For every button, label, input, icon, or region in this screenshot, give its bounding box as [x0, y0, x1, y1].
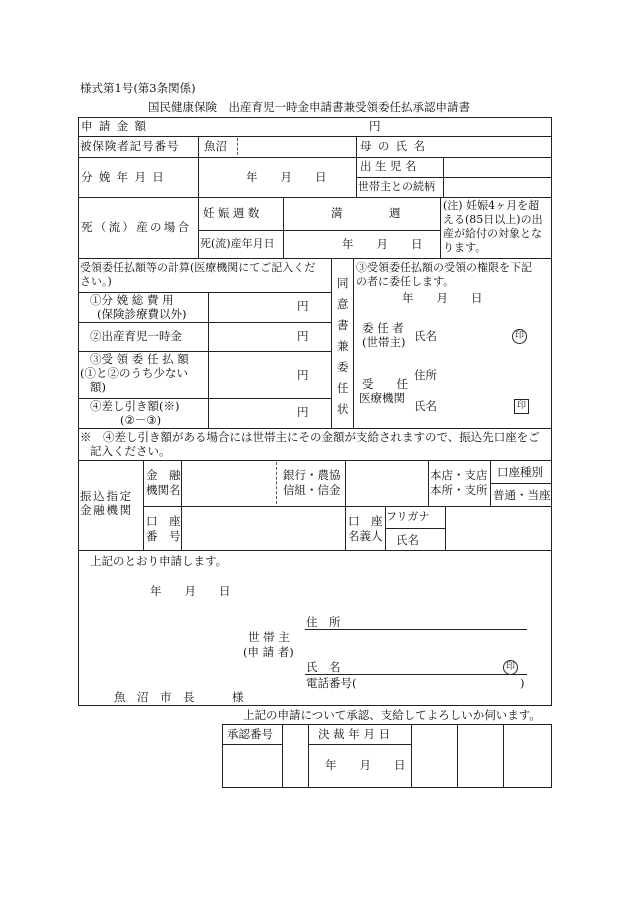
- relation-field[interactable]: [444, 178, 550, 196]
- decision-date-label: 決 裁 年 月 日: [318, 727, 391, 741]
- amount-label: 申請金額: [81, 119, 153, 133]
- application-date[interactable]: 年 月 日: [150, 584, 231, 598]
- application-statement: 上記のとおり申請します。: [90, 554, 228, 568]
- total-fee-unit: 円: [297, 299, 309, 313]
- delegator-seal-icon: 印: [512, 329, 527, 344]
- bank-type-1[interactable]: 銀行・農協: [283, 468, 341, 482]
- bank-label-1: 振込指定: [80, 489, 133, 503]
- applicant-name-label: 氏 名: [306, 660, 341, 674]
- note-line-2: える(85日以上)の出: [443, 213, 543, 226]
- honorific: 様: [232, 690, 244, 704]
- trustee-label: 受 任: [362, 377, 408, 391]
- form-number: 様式第1号(第3条関係): [80, 81, 196, 95]
- trustee-address-label: 住所: [414, 368, 437, 382]
- gestation-week: 週: [389, 206, 401, 220]
- consent-text-2: の者に委任します。: [356, 275, 455, 288]
- approval-statement: 上記の申請について承認、支給してよろしいか伺います。: [243, 708, 541, 722]
- stillbirth-date[interactable]: 年 月 日: [342, 237, 423, 251]
- furigana-label: フリガナ: [386, 510, 430, 523]
- account-number-label-2: 番 号: [146, 529, 181, 543]
- difference-formula: (②－③): [120, 413, 162, 427]
- child-name-field[interactable]: [444, 158, 550, 176]
- delegator-name-label: 氏名: [414, 329, 437, 343]
- insured-number-label: 被保険者記号番号: [80, 139, 180, 153]
- consent-text-1: ③受領委任払額の受領の権限を下記: [356, 261, 532, 274]
- institution-name-field[interactable]: [182, 462, 274, 504]
- difference-label: ④差し引き額(※): [90, 399, 180, 413]
- stillbirth-date-label: 死(流)産年月日: [200, 237, 275, 250]
- delegator-label: 委 任 者: [362, 321, 404, 335]
- applicant-address-field[interactable]: [345, 614, 525, 628]
- consent-date[interactable]: 年 月 日: [402, 291, 483, 305]
- approval-number-label: 承認番号: [227, 727, 273, 741]
- notice-line-2: 記入ください。: [90, 444, 171, 458]
- calc-heading-1: 受領委任払額等の計算(医療機関にてご記入くだ: [80, 261, 316, 274]
- entrusted-amount-sub: (①と②のうち少ない: [80, 366, 188, 380]
- approval-number-field[interactable]: [224, 746, 280, 785]
- delivery-date-label: 分娩年月日: [81, 170, 171, 184]
- trustee-sub: 医療機関: [359, 391, 405, 405]
- phone-close: ): [520, 676, 525, 690]
- note-line-4: ります。: [443, 241, 487, 254]
- institution-label-2: 機関名: [146, 483, 181, 497]
- applicant-sub-label: (申 請 者): [243, 645, 294, 659]
- entrusted-amount-unit: 円: [297, 368, 309, 382]
- decision-date[interactable]: 年 月 日: [325, 758, 406, 772]
- amount-field[interactable]: [199, 118, 369, 135]
- entrusted-amount-sub2: 額): [90, 380, 106, 394]
- form-title: 国民健康保険 出産育児一時金申請書兼受領委任払承認申請書: [148, 100, 470, 114]
- difference-unit: 円: [297, 405, 309, 419]
- calc-heading-2: さい。): [80, 275, 112, 288]
- account-type-label: 口座種別: [497, 465, 543, 479]
- mother-name-field[interactable]: [444, 138, 550, 155]
- delegator-sub: (世帯主): [362, 335, 406, 349]
- stillbirth-label: 死（流）産の場合: [81, 220, 192, 234]
- relation-label: 世帯主との続柄: [358, 180, 435, 193]
- lump-sum-unit: 円: [297, 329, 309, 343]
- holder-label-2: 名義人: [348, 529, 383, 543]
- account-number-field[interactable]: [182, 508, 343, 549]
- total-fee-label: ①分 娩 総 費 用: [90, 293, 174, 307]
- total-fee-sub: (保険診療費以外): [97, 307, 187, 321]
- branch-type-1[interactable]: 本店・支店: [430, 468, 488, 482]
- child-name-label: 出生児名: [360, 159, 420, 173]
- trustee-name-label: 氏名: [414, 399, 437, 413]
- account-number-label-1: 口 座: [146, 514, 181, 528]
- consent-vertical-label: 同 意 書 兼 委 任 状: [337, 276, 349, 416]
- insured-number-prefix: 魚沼: [204, 139, 227, 153]
- trustee-seal-icon: 印: [514, 399, 529, 414]
- delivery-date[interactable]: 年 月 日: [246, 170, 327, 184]
- phone-field[interactable]: [370, 676, 515, 690]
- yen-unit: 円: [369, 119, 381, 133]
- holder-name-label: 氏名: [396, 533, 419, 547]
- addressee: 魚 沼 市 長: [114, 690, 195, 704]
- bank-type-2[interactable]: 信組・信金: [283, 483, 341, 497]
- notice-line-1: ※ ④差し引き額がある場合には世帯主にその金額が支給されますので、振込先口座をご: [80, 430, 540, 444]
- holder-label-1: 口 座: [348, 514, 383, 528]
- applicant-seal-icon: 印: [503, 660, 518, 675]
- applicant-address-label: 住 所: [306, 615, 341, 629]
- mother-name-label: 母の氏名: [360, 139, 432, 153]
- holder-name-field[interactable]: [446, 529, 550, 549]
- note-line-3: 産が給付の対象とな: [443, 227, 542, 240]
- note-line-1: (注) 妊娠4ヶ月を超: [443, 199, 540, 212]
- furigana-field[interactable]: [446, 508, 550, 527]
- bank-label-2: 金融機関: [80, 503, 133, 517]
- phone-label: 電話番号(: [306, 676, 357, 690]
- householder-label: 世 帯 主: [248, 630, 290, 644]
- gestation-full: 満: [331, 206, 343, 220]
- applicant-name-field[interactable]: [345, 659, 495, 673]
- branch-name-field[interactable]: [346, 462, 426, 504]
- gestation-weeks-label: 妊娠週数: [203, 206, 263, 220]
- entrusted-amount-label: ③受 領 委 任 払 額: [90, 352, 189, 366]
- account-type-options[interactable]: 普通・当座: [493, 488, 551, 502]
- insured-number-field[interactable]: [240, 138, 354, 155]
- institution-label-1: 金 融: [146, 468, 181, 482]
- branch-type-2[interactable]: 本所・支所: [430, 483, 488, 497]
- lump-sum-label: ②出産育児一時金: [90, 329, 182, 343]
